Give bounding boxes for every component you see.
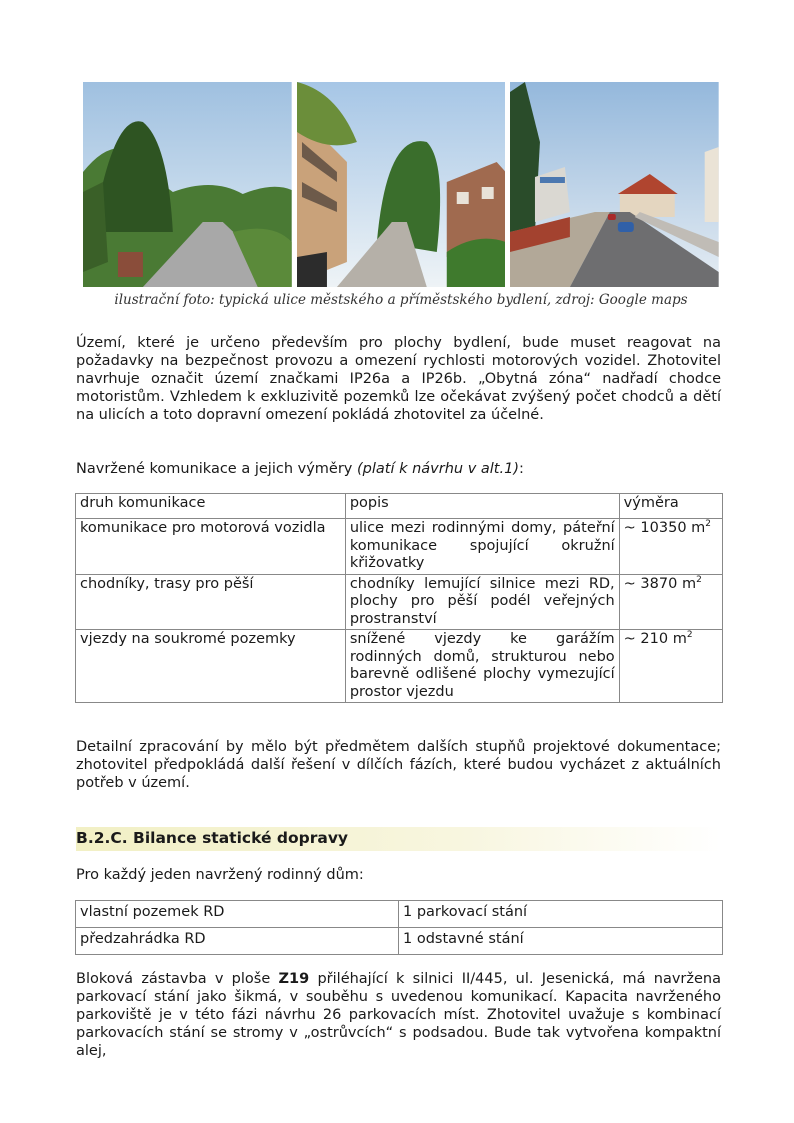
area-code: Z19	[278, 971, 310, 987]
row-type: chodníky, trasy pro pěší	[76, 574, 346, 630]
photo-strip	[83, 82, 719, 287]
roads-area-table	[75, 493, 723, 703]
street-photo-3	[510, 82, 719, 287]
row-description: ulice mezi rodinnými domy, páteřní komunikace spojující okružní křižovatky	[345, 519, 619, 575]
header-area: výměra	[619, 494, 722, 519]
section-heading: B.2.C. Bilance statické dopravy	[76, 827, 721, 851]
table-row	[76, 519, 723, 575]
row-value: 1 parkovací stání	[399, 901, 723, 928]
area-value: ~ 10350 m	[623, 520, 706, 536]
row-area	[619, 630, 722, 703]
table-row	[76, 630, 723, 703]
row-area	[619, 574, 722, 630]
paragraph-per-house: Pro každý jeden navržený rodinný dům:	[76, 867, 364, 883]
row-value: 1 odstavné stání	[399, 928, 723, 955]
row-type: komunikace pro motorová vozidla	[76, 519, 346, 575]
area-value: ~ 3870 m	[623, 575, 697, 592]
area-unit-superscript: 2	[696, 574, 702, 585]
row-item: vlastní pozemek RD	[76, 901, 399, 928]
row-area	[619, 519, 722, 575]
table-header-row	[76, 494, 723, 519]
header-type: druh komunikace	[76, 494, 346, 519]
row-description: chodníky lemující silnice mezi RD, plochy pro pěší podél veřejných prostranství	[345, 574, 619, 630]
table-row	[76, 574, 723, 630]
table1-intro-emphasis: (platí k návrhu v alt.1)	[356, 461, 519, 477]
table1-intro-suffix: :	[518, 461, 524, 477]
table1-intro	[76, 460, 721, 478]
table1-intro-text: Navržené komunikace a jejich výměry	[76, 461, 357, 477]
street-photo-1	[83, 82, 292, 287]
row-description: snížené vjezdy ke garážím rodinných domů, strukturou nebo barevně odlišené plochy vymezující prostor vjezdu	[345, 630, 619, 703]
paragraph-text-before: Bloková zástavba v ploše	[76, 971, 279, 987]
row-item: předzahrádka RD	[76, 928, 399, 955]
area-value: ~ 210 m	[623, 631, 687, 647]
street-photo-2	[297, 82, 506, 287]
parking-table	[75, 900, 723, 955]
paragraph-block-parking	[76, 970, 721, 1060]
photo-caption: ilustrační foto: typická ulice městského a příměstského bydlení, zdroj: Google maps	[114, 292, 688, 308]
header-description: popis	[345, 494, 619, 519]
table-row	[76, 928, 723, 955]
area-unit-superscript: 2	[705, 519, 712, 530]
paragraph-text-after: přiléhající k silnici II/445, ul. Jesenická, má navržena parkovací stání jako šikmá, v souběhu s uvedenou komunikací. Kapacita navrženého parkoviště je v této fázi návrhu 26 parkovacích míst. Zhotovitel uvažuje s kombinací parkovacích stání se stromy v „ostrůvcích“ s podsadou. Bude tak vytvořena kompaktní alej,	[76, 971, 721, 1059]
paragraph-living-zone: Území, které je určeno především pro plochy bydlení, bude muset reagovat na požadavky na bezpečnost provozu a omezení rychlosti motorových vozidel. Zhotovitel navrhuje označit území značkami IP26a a IP26b. „Obytná zóna“ nadřadí chodce motoristům. Vzhledem k exkluzivitě pozemků lze očekávat zvýšený počet chodců a dětí na ulicích a toto dopravní omezení pokládá zhotovitel za účelné.	[76, 335, 721, 423]
table-row	[76, 901, 723, 928]
row-type: vjezdy na soukromé pozemky	[76, 630, 346, 703]
paragraph-detail: Detailní zpracování by mělo být předmětem dalších stupňů projektové dokumentace; zhotovitel předpokládá další řešení v dílčích fázích, které budou vycházet z aktuálních potřeb v území.	[76, 739, 721, 791]
area-unit-superscript: 2	[686, 630, 693, 641]
